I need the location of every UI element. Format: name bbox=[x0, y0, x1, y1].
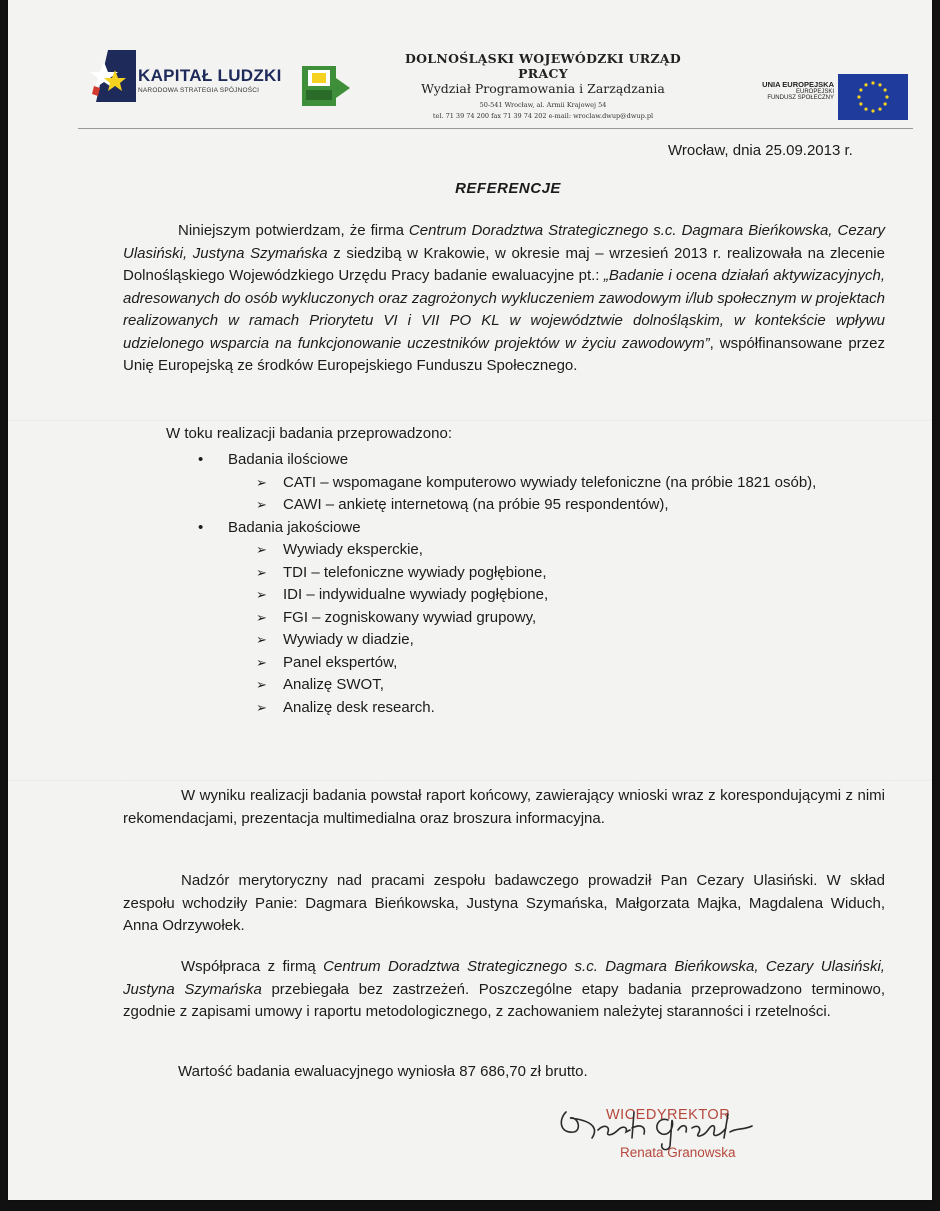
paragraph-value: Wartość badania ewaluacyjnego wyniosła 87 686,70 zł brutto. bbox=[178, 1063, 588, 1080]
organization-contact: tel. 71 39 74 200 fax 71 39 74 202 e-mail: wroclaw.dwup@dwup.pl bbox=[432, 112, 654, 120]
eu-star-icon bbox=[859, 88, 862, 91]
p4-company-name: Centrum Doradztwa Strategicznego s.c. Dagmara Bieńkowska, Cezary Ulasiński, Justyna Szymańska bbox=[123, 958, 885, 998]
stamp-title: WICEDYREKTOR bbox=[606, 1107, 731, 1123]
arrow-bullet-icon: ➢ bbox=[256, 632, 267, 647]
arrow-bullet-icon: ➢ bbox=[256, 564, 267, 580]
paragraph-methods-intro: W toku realizacji badania przeprowadzono: bbox=[166, 425, 452, 442]
eu-star-icon bbox=[878, 83, 881, 86]
p1-part-a: Niniejszym potwierdzam, że firma bbox=[178, 222, 409, 239]
p1-company-name: Centrum Doradztwa Strategicznego s.c. Dagmara Bieńkowska, Cezary Ulasiński, Justyna Szymańska bbox=[123, 222, 885, 262]
list-item bbox=[198, 584, 898, 607]
arrow-bullet-icon: ➢ bbox=[256, 677, 267, 692]
arrow-bullet-icon: ➢ bbox=[256, 609, 267, 625]
quant-item-text: CAWI – ankietę internetową (na próbie 95 respondentów), bbox=[283, 496, 669, 513]
arrow-bullet-icon: ➢ bbox=[256, 542, 267, 557]
quantitative-label: Badania ilościowe bbox=[228, 451, 349, 468]
list-item bbox=[198, 562, 898, 585]
paragraph-cooperation bbox=[123, 956, 885, 1024]
list-item-quantitative bbox=[198, 449, 898, 472]
qual-item-text: Analizę desk research. bbox=[283, 698, 435, 716]
eu-star-icon bbox=[857, 95, 860, 98]
arrow-bullet-icon: ➢ bbox=[256, 654, 267, 670]
list-item bbox=[198, 697, 898, 720]
eu-flag-icon bbox=[838, 74, 908, 120]
qual-item-text: TDI – telefoniczne wywiady pogłębione, bbox=[283, 563, 547, 581]
bullet-icon: • bbox=[198, 518, 204, 536]
list-item bbox=[198, 607, 898, 630]
qual-item-text: Analizę SWOT, bbox=[283, 676, 384, 693]
list-item bbox=[198, 494, 898, 517]
eu-star-icon bbox=[871, 109, 874, 112]
arrow-bullet-icon: ➢ bbox=[256, 474, 267, 490]
letter-date: Wrocław, dnia 25.09.2013 r. bbox=[668, 142, 853, 159]
p1-part-c: z siedzibą w Krakowie, w okresie maj – wrzesień 2013 r. realizowała na zlecenie Dolnośląskiego Wojewódzkiego Urzędu Pracy badanie ewaluacyjne pt.: bbox=[123, 244, 885, 284]
p1-part-e: , współfinansowane przez Unię Europejską ze środków Europejskiego Funduszu Społecznego. bbox=[123, 334, 885, 374]
eu-star-icon bbox=[859, 102, 862, 105]
kapital-ludzki-title: KAPITAŁ LUDZKI bbox=[138, 66, 282, 85]
organization-name: DOLNOŚLĄSKI WOJEWÓDZKI URZĄD PRACY bbox=[404, 51, 682, 81]
eu-line-2: EUROPEJSKI bbox=[795, 89, 834, 95]
arrow-bullet-icon: ➢ bbox=[256, 497, 267, 512]
qualitative-label: Badania jakościowe bbox=[228, 518, 361, 536]
kapital-ludzki-subtitle: NARODOWA STRATEGIA SPÓJNOŚCI bbox=[138, 87, 260, 94]
qual-item-text: IDI – indywidualne wywiady pogłębione, bbox=[283, 586, 549, 603]
qual-item-text: Wywiady w diadzie, bbox=[283, 631, 414, 648]
bullet-icon: • bbox=[198, 451, 204, 468]
list-item bbox=[198, 629, 898, 652]
stamp-name: Renata Granowska bbox=[620, 1145, 736, 1160]
qual-item-text: Wywiady eksperckie, bbox=[283, 541, 423, 558]
list-item bbox=[198, 539, 898, 562]
p4-part-c: przebiegała bez zastrzeżeń. Poszczególne etapy badania przeprowadzono terminowo, zgodnie z zapisami umowy i raportu metodologicznego, z zachowaniem należytej staranności i rzetelności. bbox=[123, 980, 885, 1020]
paragraph-team: Nadzór merytoryczny nad pracami zespołu badawczego prowadził Pan Cezary Ulasiński. W skład zespołu wchodziły Panie: Dagmara Bieńkowska, Justyna Szymańska, Małgorzata Majka, Magdalena Widuch, Anna Odrzywołek. bbox=[123, 872, 885, 934]
qual-item-text: FGI – zogniskowany wywiad grupowy, bbox=[283, 608, 537, 626]
qual-item-text: Panel ekspertów, bbox=[283, 653, 398, 671]
header-divider bbox=[78, 128, 913, 129]
letter-title: REFERENCJE bbox=[455, 180, 561, 197]
list-item bbox=[198, 652, 898, 675]
eu-line-1: UNIA EUROPEJSKA bbox=[762, 80, 834, 89]
arrow-bullet-icon: ➢ bbox=[256, 587, 267, 602]
handwritten-signature bbox=[548, 1090, 778, 1160]
list-item bbox=[198, 472, 898, 495]
arrow-bullet-icon: ➢ bbox=[256, 699, 267, 715]
letter-page bbox=[8, 0, 932, 1200]
eu-funding-text bbox=[708, 80, 834, 101]
methods-list bbox=[198, 449, 898, 719]
dwup-logo-icon bbox=[300, 64, 352, 116]
eu-star-icon bbox=[878, 108, 881, 111]
eu-line-3: FUNDUSZ SPOŁECZNY bbox=[767, 95, 834, 101]
organization-address: 50-541 Wrocław, al. Armii Krajowej 54 bbox=[479, 101, 607, 109]
paper-fold bbox=[8, 420, 932, 422]
paragraph-confirmation bbox=[123, 220, 885, 378]
department-name: Wydział Programowania i Zarządzania bbox=[421, 81, 665, 96]
paragraph-results: W wyniku realizacji badania powstał raport końcowy, zawierający wnioski wraz z korespondującymi z nimi rekomendacjami, prezentacja multimedialna oraz broszura informacyjna. bbox=[123, 787, 885, 827]
kapital-ludzki-logo bbox=[78, 40, 298, 110]
paper-fold bbox=[8, 780, 932, 782]
eu-star-icon bbox=[864, 108, 867, 111]
eu-star-icon bbox=[885, 95, 888, 98]
kapital-ludzki-star-icon bbox=[88, 48, 138, 104]
eu-star-icon bbox=[884, 102, 887, 105]
quant-item-text: CATI – wspomagane komputerowo wywiady telefoniczne (na próbie 1821 osób), bbox=[283, 473, 817, 491]
list-item bbox=[198, 674, 898, 697]
list-item-qualitative bbox=[198, 517, 898, 540]
eu-star-icon bbox=[884, 88, 887, 91]
p4-part-a: Współpraca z firmą bbox=[181, 958, 324, 975]
eu-star-icon bbox=[871, 81, 874, 84]
p1-study-title: „Badanie i ocena działań aktywizacyjnych, adresowanych do osób wykluczonych oraz zagrożonych wykluczeniem zawodowym i/lub społecznym w projektach realizowanych w ramach Priorytetu VI i VII PO KL w województwie dolnośląskim, w kontekście wpływu udzielonego wsparcia na funkcjonowanie uczestników projektów w życiu zawodowym” bbox=[123, 267, 885, 352]
eu-star-icon bbox=[864, 83, 867, 86]
